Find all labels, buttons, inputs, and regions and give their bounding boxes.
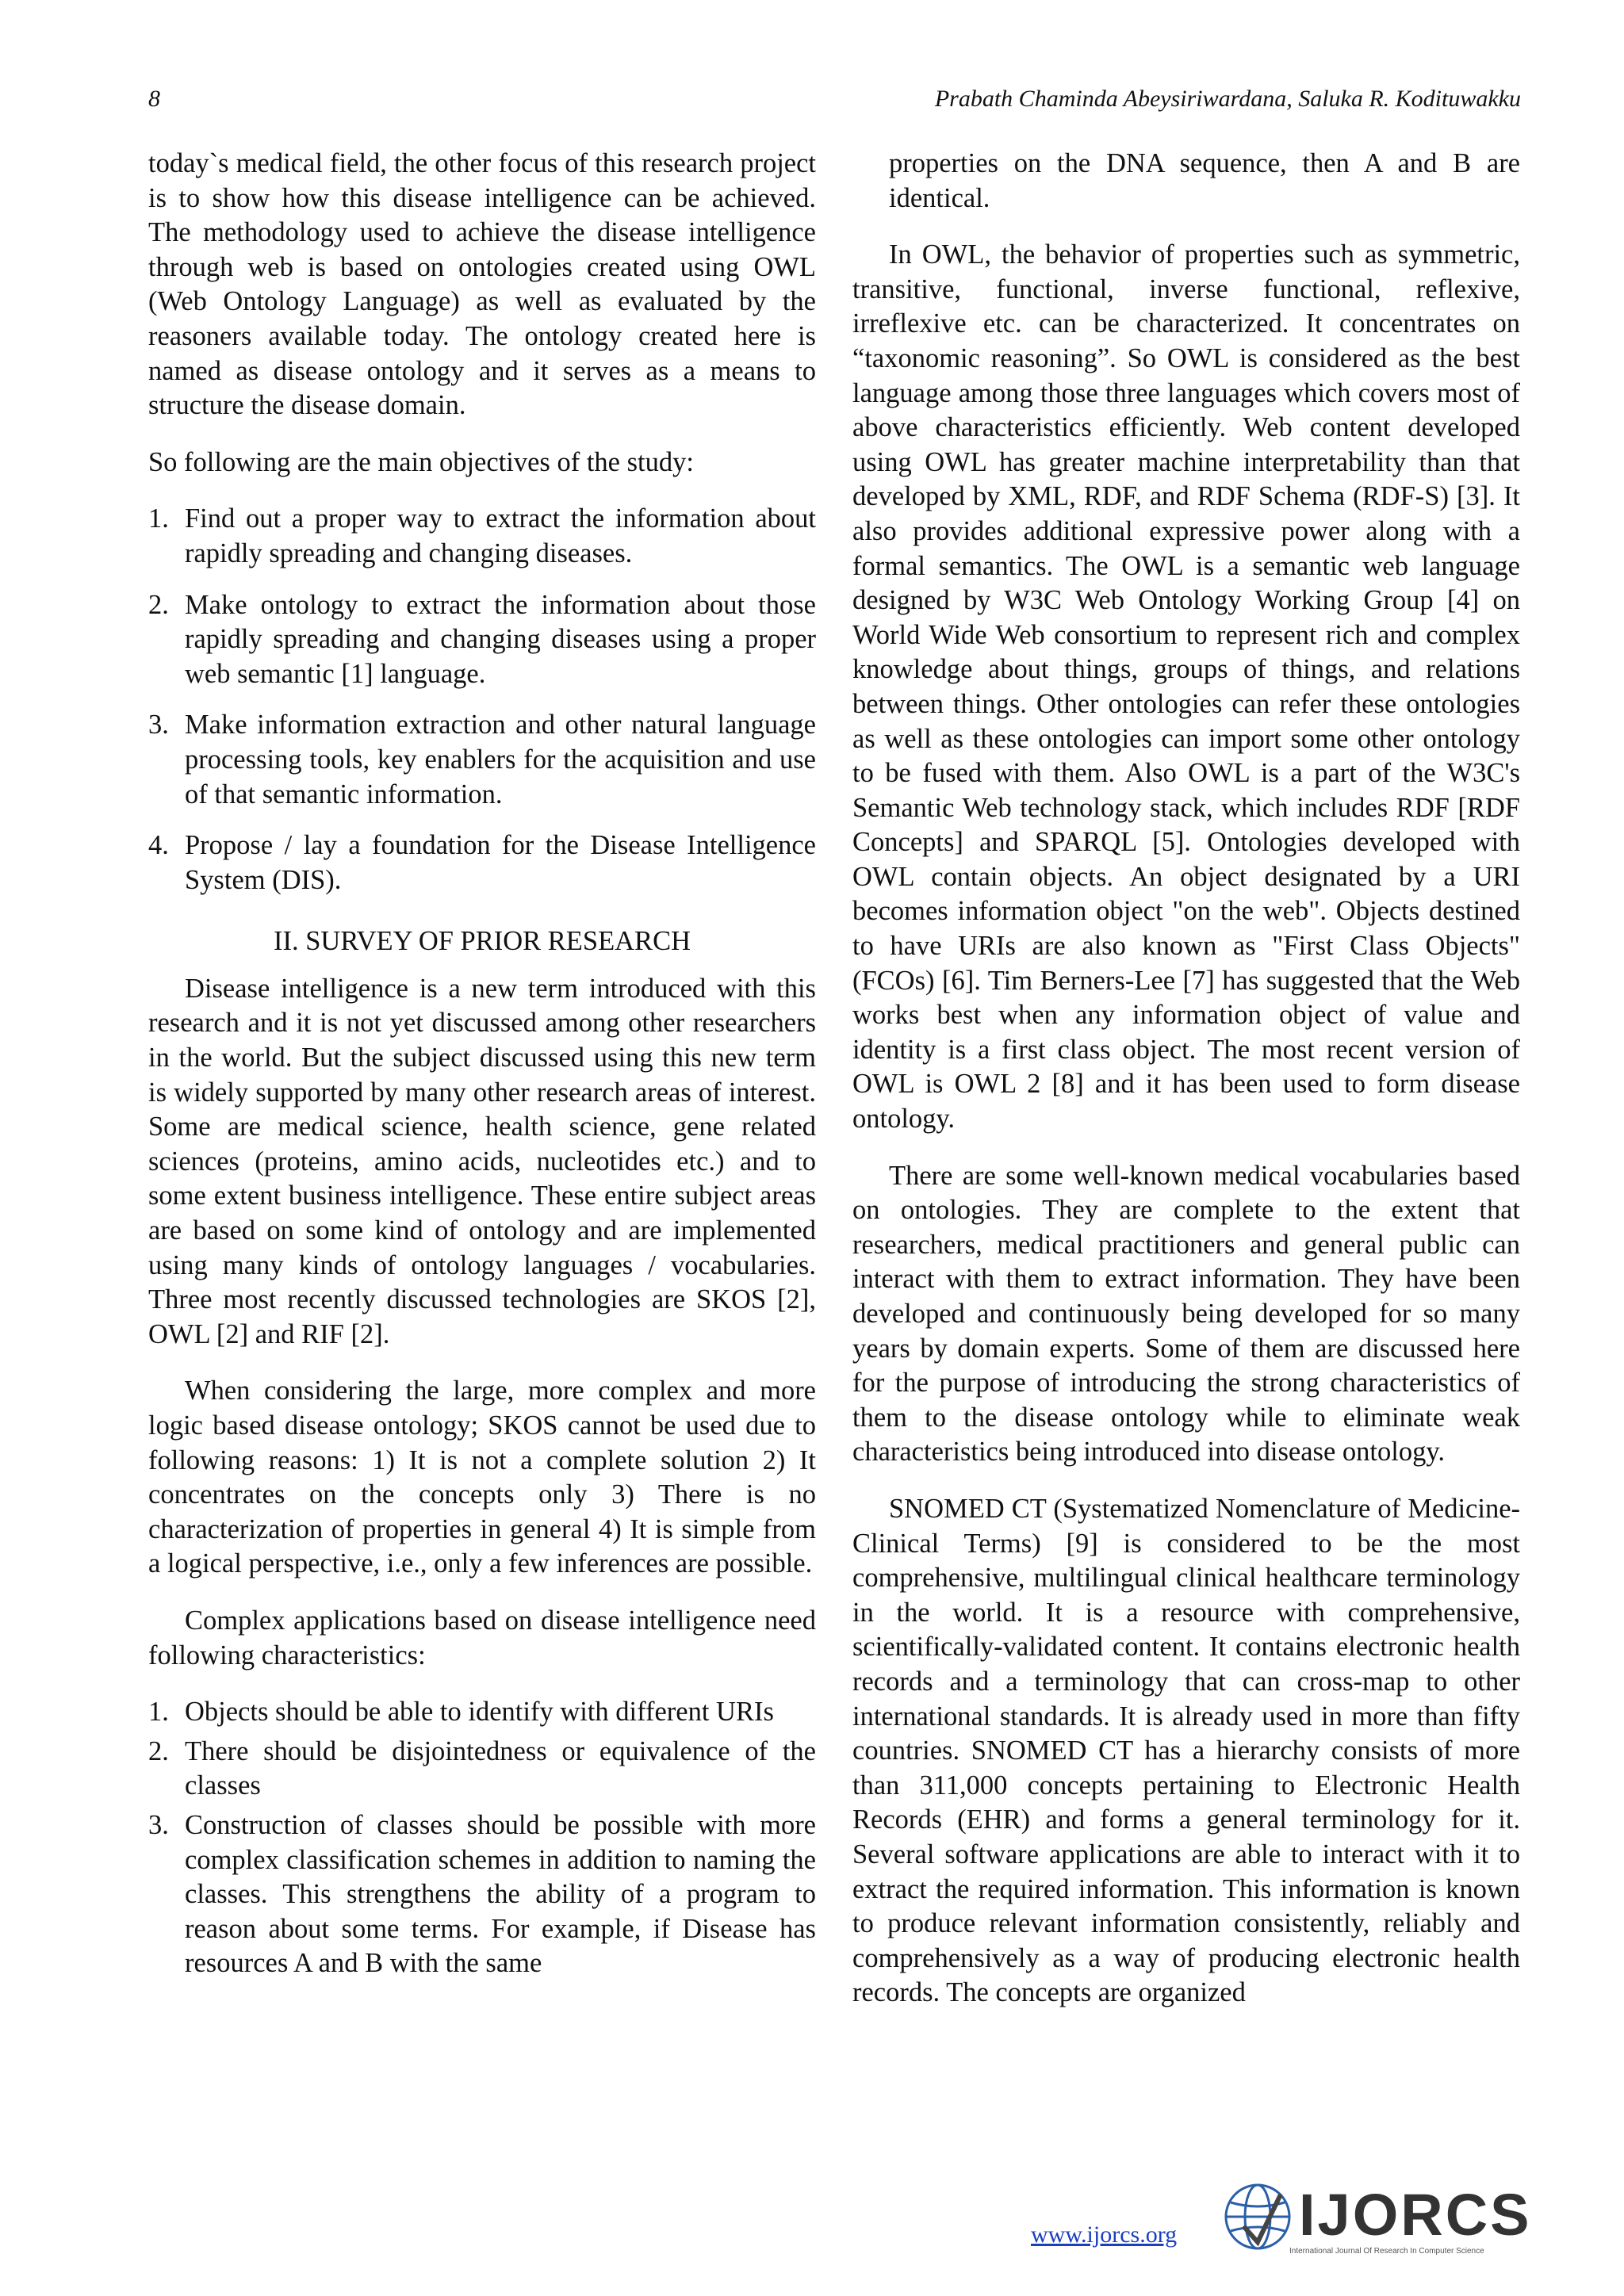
list-text: There should be disjointedness or equivalence of the classes: [185, 1735, 816, 1801]
paragraph: There are some well-known medical vocabularies based on ontologies. They are complete to the extent that researchers, medical practitioners and general public can interact with them to extract information. They have been developed and continuously being developed for so many years by domain experts. Some of them are discussed here for the purpose of introducing the strong characteristics of them to the disease ontology while to eliminate weak characteristics being introduced into disease ontology.: [852, 1160, 1520, 1468]
paragraph: Disease intelligence is a new term introduced with this research and it is not yet discussed among other researchers in the world. But the subject discussed using this new term is widely supported by many other research areas of interest. Some are medical science, health science, gene related sciences (proteins, amino acids, nucleotides etc.) and to some extent business intelligence. These entire subject areas are based on some kind of ontology and are implemented using many kinds of ontology languages / vocabularies. Three most recently discussed technologies are SKOS [2], OWL [2] and RIF [2].: [148, 973, 816, 1349]
list-item: [148, 588, 816, 692]
list-text: Objects should be able to identify with different URIs: [185, 1697, 774, 1728]
paragraph: properties on the DNA sequence, then A and B are identical.: [889, 148, 1520, 213]
logo-tagline: International Journal Of Research In Computer Science: [1289, 2247, 1484, 2256]
header-authors: Prabath Chaminda Abeysiriwardana, Saluka R. Kodituwakku: [934, 86, 1521, 112]
characteristics-list: [148, 1695, 816, 1981]
logo-wordmark: IJORCS: [1299, 2182, 1532, 2248]
list-item: [148, 1695, 816, 1730]
left-column: [148, 147, 816, 1999]
list-text: Propose / lay a foundation for the Disease Intelligence System (DIS).: [185, 830, 816, 895]
list-text: Construction of classes should be possible with more complex classification schemes in addition to naming the classes. This strengthens the ability of a program to reason about some terms. For example, if Disease has resources A and B with the same: [185, 1809, 816, 1979]
right-column: [852, 147, 1520, 2033]
paragraph: today`s medical field, the other focus of this research project is to show how this disease intelligence can be achieved. The methodology used to achieve the disease intelligence through web is based on ontologies created using OWL (Web Ontology Language) as well as evaluated by the reasoners available today. The ontology created here is named as disease ontology and it serves as a means to structure the disease domain.: [148, 148, 816, 421]
page-footer: [1031, 2179, 1538, 2266]
section-heading: II. SURVEY OF PRIOR RESEARCH: [274, 926, 691, 957]
ijorcs-logo: [1221, 2179, 1538, 2266]
list-item: [148, 502, 816, 571]
page-number: 8: [148, 86, 160, 112]
list-text: Find out a proper way to extract the information about rapidly spreading and changing diseases.: [185, 503, 816, 568]
list-number: 2.: [148, 589, 169, 620]
list-text: Make ontology to extract the information about those rapidly spreading and changing diseases using a proper web semantic [1] language.: [185, 589, 816, 689]
objectives-list: [148, 502, 816, 897]
paragraph: SNOMED CT (Systematized Nomenclature of Medicine-Clinical Terms) [9] is considered to be the most comprehensive, multilingual clinical healthcare terminology in the world. It is a resource with comprehensive, scientifically-validated content. It contains electronic health records and a terminology that can cross-map to other international standards. It is already used in more than fifty countries. SNOMED CT has a hierarchy consists of more than 311,000 concepts pertaining to Electronic Health Records (EHR) and forms a general terminology for it. Several software applications are able to interact with it to extract the required information. This information is known to produce relevant information consistently, reliably and comprehensively as a way of producing electronic health records. The concepts are organized: [852, 1493, 1520, 2008]
list-item: [148, 708, 816, 812]
paragraph: So following are the main objectives of the study:: [148, 446, 694, 477]
list-number: 1.: [148, 503, 169, 534]
paragraph: When considering the large, more complex and more logic based disease ontology; SKOS cannot be used due to following reasons: 1) It is not a complete solution 2) It concentrates on the concepts only 3) There is no characterization of properties in general 4) It is simple from a logical perspective, i.e., only a few inferences are possible.: [148, 1376, 816, 1579]
list-item: [148, 828, 816, 897]
list-number: 2.: [148, 1735, 169, 1766]
list-text: Make information extraction and other natural language processing tools, key enablers for the acquisition and use of that semantic information.: [185, 710, 816, 809]
list-item: [148, 1808, 816, 1981]
list-item: [148, 1735, 816, 1804]
paragraph: In OWL, the behavior of properties such as symmetric, transitive, functional, inverse functional, reflexive, irreflexive etc. can be characterized. It concentrates on “taxonomic reasoning”. So OWL is considered as the best language among those three languages which covers most of above characteristics efficiently. Web content developed using OWL has greater machine interpretability than that developed by XML, RDF, and RDF Schema (RDF-S) [3]. It also provides additional expressive power along with a formal semantics. The OWL is a semantic web language designed by W3C Web Ontology Working Group [4] on World Wide Web consortium to represent rich and complex knowledge about things, groups of things, and relations between things. Other ontologies can refer these ontologies as well as these ontologies can import some other ontology to be fused with them. Also OWL is a part of the W3C's Semantic Web technology stack, which includes RDF [RDF Concepts] and SPARQL [5]. Ontologies developed with OWL contain objects. An object designated by a URI becomes information object "on the web". Objects destined to have URIs are also known as "First Class Objects" (FCOs) [6]. Tim Berners-Lee [7] has suggested that the Web works best when any information object of value and identity is a first class object. The most recent version of OWL is OWL 2 [8] and it has been used to form disease ontology.: [852, 239, 1520, 1135]
list-number: 3.: [148, 710, 169, 740]
list-number: 3.: [148, 1809, 169, 1840]
journal-url-link[interactable]: www.ijorcs.org: [1031, 2221, 1178, 2248]
paragraph: Complex applications based on disease intelligence need following characteristics:: [148, 1605, 816, 1670]
globe-icon: [1221, 2180, 1294, 2253]
running-header: [148, 86, 1521, 121]
list-number: 4.: [148, 830, 169, 861]
list-number: 1.: [148, 1697, 169, 1728]
